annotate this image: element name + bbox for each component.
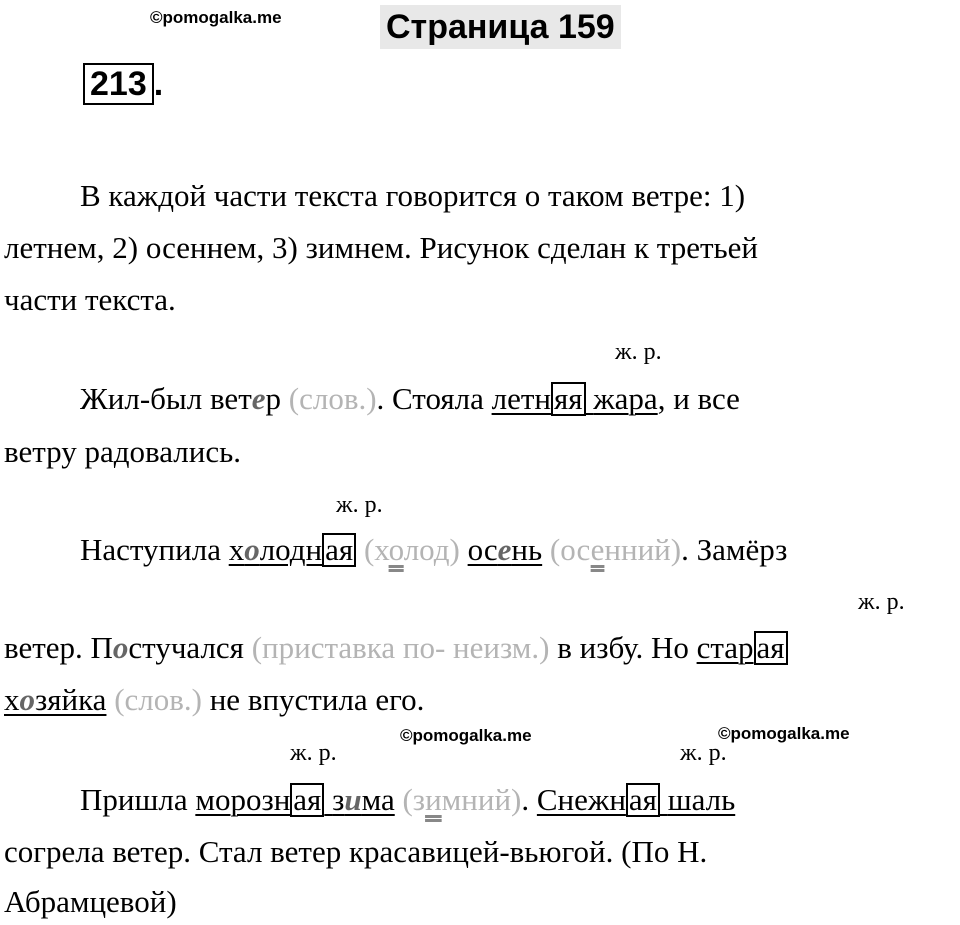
paragraph-1-line-1: Жил-был ветер (слов.). Стояла летняя жара, и все — [80, 381, 740, 416]
gender-label: ж. р. — [680, 740, 727, 766]
watermark-middle: ©pomogalka.me — [400, 726, 532, 745]
paragraph-1-line-2: ветру радовались. — [4, 434, 241, 469]
gender-label: ж. р. — [858, 589, 905, 615]
underlined-word: хозяйка — [4, 682, 107, 717]
paragraph-2-line-3: хозяйка (слов.) не впустила его. — [4, 682, 425, 717]
underlined-word: осень — [467, 532, 543, 567]
paragraph-3-line-1: Пришла морозная зима (зимний). Снежная шаль — [80, 782, 736, 817]
watermark-right: ©pomogalka.me — [718, 724, 850, 743]
dictionary-note: (слов.) — [288, 381, 377, 416]
task-number-box: 213 — [83, 63, 154, 105]
ending-box: ая — [626, 783, 660, 817]
paragraph-2-line-1: Наступила холодная (холод) осень (осенний). Замёрз — [80, 532, 788, 567]
stressed-letter: е — [251, 381, 266, 416]
check-word-note: (зимний) — [394, 782, 522, 817]
gender-label: ж. р. — [336, 492, 383, 518]
check-word-note: (осенний) — [542, 532, 682, 567]
paragraph-2-line-2: ветер. Постучался (приставка по- неизм.) в избу. Но старая — [4, 628, 788, 668]
ending-box: ая — [754, 631, 788, 665]
gender-label: ж. р. — [290, 740, 337, 766]
underlined-phrase: летняя жара — [491, 381, 658, 416]
ending-box: ая — [290, 783, 324, 817]
gender-label: ж. р. — [615, 339, 662, 365]
underlined-phrase: морозная зима — [195, 782, 395, 817]
check-word-note: (холод) — [356, 532, 468, 567]
paragraph-3-line-3: Абрамцевой) — [4, 884, 177, 919]
watermark-top: ©pomogalka.me — [150, 8, 282, 27]
task-number-dot: . — [153, 65, 164, 103]
ending-box: ая — [322, 533, 356, 567]
underlined-word: старая — [697, 630, 788, 665]
ending-box: яя — [551, 382, 586, 416]
page-title: Страница 159 — [380, 5, 621, 49]
prefix-note: (приставка по- неизм.) — [251, 630, 550, 665]
paragraph-3-line-2: согрела ветер. Стал ветер красавицей-вьюгой. (По Н. — [4, 834, 708, 869]
dictionary-note: (слов.) — [106, 682, 202, 717]
intro-line-1: В каждой части текста говорится о таком ветре: 1) — [80, 178, 746, 213]
intro-line-2: летнем, 2) осеннем, 3) зимнем. Рисунок сделан к третьей — [4, 230, 759, 265]
intro-line-3: части текста. — [4, 282, 176, 317]
underlined-word: холодная — [229, 532, 356, 567]
task-number — [83, 64, 163, 104]
underlined-phrase: Снежная шаль — [536, 782, 736, 817]
